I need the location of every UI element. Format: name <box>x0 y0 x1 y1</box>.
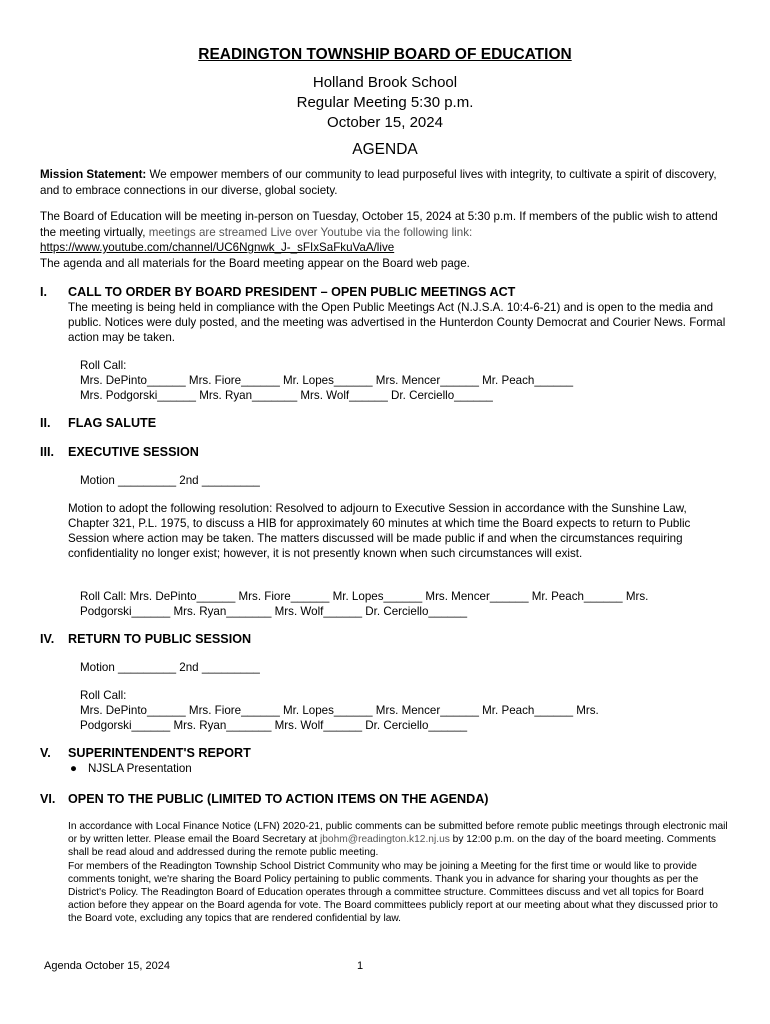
section-number: I. <box>40 285 47 299</box>
mission-statement <box>40 167 730 198</box>
section-title: RETURN TO PUBLIC SESSION <box>68 632 252 646</box>
section-number: II. <box>40 416 51 430</box>
section-number: III. <box>40 445 54 459</box>
section-title: CALL TO ORDER BY BOARD PRESIDENT – OPEN PUBLIC MEETINGS ACT <box>68 285 516 299</box>
stream-info-text: meetings are streamed Live over Youtube via the following link: <box>148 225 473 239</box>
section-1-roll-call <box>80 358 720 403</box>
public-comment-guidance: For members of the Readington Township School District Community who may be joining a Meeting for the first time or would like to provide comments tonight, we're sharing the Board Policy pertaining to public comments. Thank you in advance for sharing your thoughts as per the District's Policy. The Readington Board of Education operates through a committee structure. Committees discuss and vet all topics for Board action before they appear on the Board agenda for vote. The Board committees publicly report at our meeting about what they discussed prior to the Board vote, excluding any topics that are rendered confidential by law. <box>68 860 718 925</box>
meeting-date: October 15, 2024 <box>327 114 443 131</box>
public-comment-text: by 12:00 p.m. on the day of the board meeting. Comments shall be read aloud and addressed during the remote public meeting. <box>68 834 716 859</box>
section-title: SUPERINTENDENT'S REPORT <box>68 746 251 760</box>
public-comment-policy <box>68 820 730 926</box>
board-secretary-email[interactable]: jbohm@readington.k12.nj.us <box>319 834 450 846</box>
youtube-link[interactable]: https://www.youtube.com/channel/UC6Ngnwk_J-_sFIxSaFkuVaA/live <box>40 241 395 254</box>
school-name: Holland Brook School <box>312 74 458 91</box>
mission-text: We empower members of our community to lead purposeful lives with integrity, to cultivate a spirit of discovery, and to embrace connections in our diverse, global society. <box>40 168 717 197</box>
document-title: READINGTON TOWNSHIP BOARD OF EDUCATION <box>198 46 572 63</box>
meeting-info <box>40 209 730 271</box>
section-title: OPEN TO THE PUBLIC (LIMITED TO ACTION ITEMS ON THE AGENDA) <box>68 792 489 806</box>
roll-call-label: Roll Call: <box>80 689 127 702</box>
bullet-icon: ● <box>70 762 78 775</box>
roll-call-label: Roll Call: <box>80 359 127 372</box>
section-number: VI. <box>40 792 56 806</box>
roll-call-line: Podgorski______ Mrs. Ryan_______ Mrs. Wolf______ Dr. Cerciello______ <box>80 719 468 732</box>
section-number: V. <box>40 746 51 760</box>
agenda-heading: AGENDA <box>352 141 418 158</box>
section-1-text: The meeting is being held in compliance with the Open Public Meetings Act (N.J.S.A. 10:4-6-21) and is open to the media and public. Notices were duly posted, and the meeting was advertised in the Hunterdon County Democrat and Courier News. Formal action may be taken. <box>68 301 726 344</box>
executive-session-resolution: Motion to adopt the following resolution: Resolved to adjourn to Executive Session in accordance with the Sunshine Law, Chapter 321, P.L. 1975, to discuss a HIB for approximately 60 minutes at which time the Board expects to return to Public Session where action may be taken. The matters discussed will be made public if and when the circumstances requiring confidentiality no longer exist; however, it is not presently known when such circumstances will exist. <box>68 502 691 560</box>
roll-call-line: Mrs. DePinto______ Mrs. Fiore______ Mr. Lopes______ Mrs. Mencer______ Mr. Peach______ Mrs. <box>80 704 599 717</box>
materials-text: The agenda and all materials for the Board meeting appear on the Board web page. <box>40 256 470 270</box>
mission-label: Mission Statement: <box>40 168 147 181</box>
roll-call-line: Podgorski______ Mrs. Ryan_______ Mrs. Wolf______ Dr. Cerciello______ <box>80 605 468 618</box>
meeting-type: Regular Meeting 5:30 p.m. <box>296 94 474 111</box>
section-number: IV. <box>40 632 55 646</box>
section-4-motion: Motion _________ 2nd _________ <box>80 661 260 674</box>
public-comment-text: In accordance with Local Finance Notice (LFN) 2020-21, public comments can be submitted before remote public meetings through electronic mail or by written letter. Please email the Board Secretary at <box>68 821 728 846</box>
roll-call-line: Mrs. Podgorski______ Mrs. Ryan_______ Mrs. Wolf______ Dr. Cerciello______ <box>80 389 493 402</box>
section-title: FLAG SALUTE <box>68 416 157 430</box>
section-title: EXECUTIVE SESSION <box>68 445 199 459</box>
meeting-info-text: The Board of Education will be meeting in-person on Tuesday, October 15, 2024 at 5:30 p.m. If members of the public wish to attend the meeting virtually, <box>40 210 718 239</box>
section-3-motion: Motion _________ 2nd _________ <box>80 474 260 487</box>
section-3-roll-call <box>80 589 720 619</box>
section-4-roll-call <box>80 688 720 733</box>
roll-call-line: Roll Call: Mrs. DePinto______ Mrs. Fiore______ Mr. Lopes______ Mrs. Mencer______ Mr. Peach______ Mrs. <box>80 590 649 603</box>
page-number: 1 <box>357 960 364 972</box>
roll-call-line: Mrs. DePinto______ Mrs. Fiore______ Mr. Lopes______ Mrs. Mencer______ Mr. Peach______ <box>80 374 574 387</box>
footer-date: Agenda October 15, 2024 <box>44 960 170 972</box>
superintendent-report-item <box>70 762 192 775</box>
report-item-label: NJSLA Presentation <box>88 762 192 775</box>
